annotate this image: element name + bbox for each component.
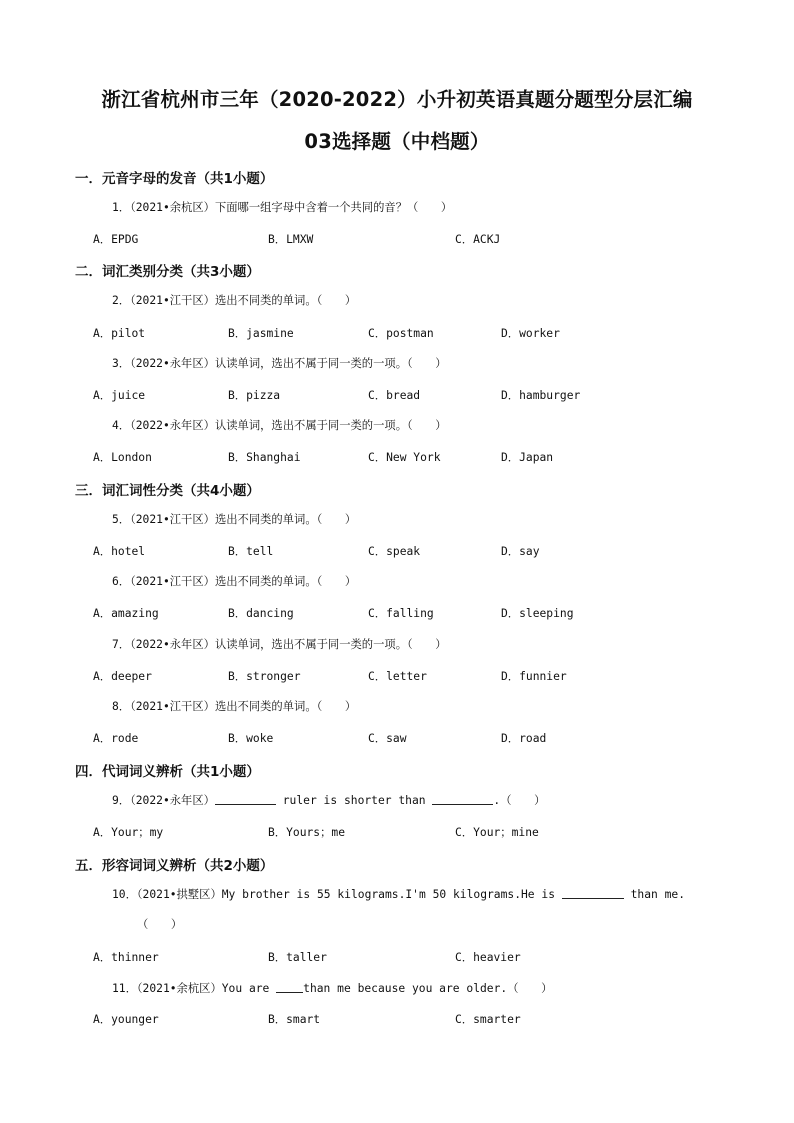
question-9-option-a: A．Your；my bbox=[93, 826, 164, 839]
question-4-option-d: D．Japan bbox=[501, 451, 554, 464]
question-9-stem-prefix: 9．（2022•永年区） bbox=[112, 794, 215, 807]
question-5-option-a: A．hotel bbox=[93, 545, 146, 558]
question-6-option-d: D．sleeping bbox=[501, 607, 574, 620]
document-title-line-1: 浙江省杭州市三年（2020-2022）小升初英语真题分题型分层汇编 bbox=[101, 88, 693, 111]
question-7-option-b: B．stronger bbox=[228, 670, 301, 683]
question-stem-5: 5．（2021•江干区）选出不同类的单词。（ ） bbox=[112, 513, 357, 526]
answer-blank bbox=[215, 794, 276, 805]
question-10-option-c: C．heavier bbox=[455, 951, 521, 964]
question-11-stem-prefix: 11．（2021•余杭区）You are bbox=[112, 982, 277, 995]
question-2-option-b: B．jasmine bbox=[228, 327, 294, 340]
question-stem-10 bbox=[112, 886, 685, 902]
question-stem-6: 6．（2021•江干区）选出不同类的单词。（ ） bbox=[112, 575, 357, 588]
question-stem-3: 3．（2022•永年区）认读单词，选出不属于同一类的一项。（ ） bbox=[112, 357, 447, 370]
document-title-line-2: 03选择题（中档题） bbox=[304, 130, 490, 153]
question-3-option-c: C．bread bbox=[368, 389, 421, 402]
question-3-option-d: D．hamburger bbox=[501, 389, 581, 402]
question-5-option-d: D．say bbox=[501, 545, 540, 558]
question-8-option-a: A．rode bbox=[93, 732, 139, 745]
question-5-option-c: C．speak bbox=[368, 545, 421, 558]
question-4-option-c: C．New York bbox=[368, 451, 441, 464]
question-stem-11 bbox=[112, 980, 552, 996]
question-10-option-b: B．taller bbox=[268, 951, 327, 964]
question-6-option-a: A．amazing bbox=[93, 607, 159, 620]
question-8-option-d: D．road bbox=[501, 732, 547, 745]
question-4-option-b: B．Shanghai bbox=[228, 451, 301, 464]
question-1-option-b: B．LMXW bbox=[268, 233, 314, 246]
question-stem-1: 1．（2021•余杭区）下面哪一组字母中含着一个共同的音？（ ） bbox=[112, 201, 453, 214]
question-stem-8: 8．（2021•江干区）选出不同类的单词。（ ） bbox=[112, 700, 357, 713]
answer-blank bbox=[432, 794, 493, 805]
question-2-option-c: C．postman bbox=[368, 327, 434, 340]
question-4-option-a: A．London bbox=[93, 451, 152, 464]
question-9-option-c: C．Your；mine bbox=[455, 826, 539, 839]
question-3-option-b: B．pizza bbox=[228, 389, 281, 402]
question-8-option-b: B．woke bbox=[228, 732, 274, 745]
question-1-option-c: C．ACKJ bbox=[455, 233, 501, 246]
question-8-option-c: C．saw bbox=[368, 732, 407, 745]
question-10-answer-brackets: （ ） bbox=[137, 918, 183, 931]
question-1-option-a: A．EPDG bbox=[93, 233, 139, 246]
question-2-option-d: D．worker bbox=[501, 327, 560, 340]
question-11-option-a: A．younger bbox=[93, 1013, 159, 1026]
question-5-option-b: B．tell bbox=[228, 545, 274, 558]
question-11-option-c: C．smarter bbox=[455, 1013, 521, 1026]
question-7-option-c: C．letter bbox=[368, 670, 427, 683]
question-9-stem-middle: ruler is shorter than bbox=[275, 794, 433, 807]
question-9-option-b: B．Yours；me bbox=[268, 826, 346, 839]
section-heading-5: 五．形容词词义辨析（共2小题） bbox=[75, 858, 274, 874]
question-11-stem-suffix: than me because you are older.（ ） bbox=[303, 982, 553, 995]
question-9-stem-suffix: .（ ） bbox=[493, 794, 546, 807]
question-2-option-a: A．pilot bbox=[93, 327, 146, 340]
question-7-option-a: A．deeper bbox=[93, 670, 152, 683]
question-10-stem-prefix: 10．（2021•拱墅区）My brother is 55 kilograms.I'm 50 kilograms.He is bbox=[112, 888, 562, 901]
question-10-stem-suffix: than me. bbox=[623, 888, 686, 901]
question-7-option-d: D．funnier bbox=[501, 670, 567, 683]
question-3-option-a: A．juice bbox=[93, 389, 146, 402]
question-stem-4: 4．（2022•永年区）认读单词，选出不属于同一类的一项。（ ） bbox=[112, 419, 447, 432]
question-stem-2: 2．（2021•江干区）选出不同类的单词。（ ） bbox=[112, 294, 357, 307]
answer-blank bbox=[562, 888, 624, 899]
section-heading-1: 一．元音字母的发音（共1小题） bbox=[75, 171, 274, 187]
question-11-option-b: B．smart bbox=[268, 1013, 321, 1026]
section-heading-2: 二．词汇类别分类（共3小题） bbox=[75, 264, 260, 280]
question-stem-7: 7．（2022•永年区）认读单词，选出不属于同一类的一项。（ ） bbox=[112, 638, 447, 651]
question-stem-9 bbox=[112, 792, 545, 808]
section-heading-4: 四．代词词义辨析（共1小题） bbox=[75, 764, 260, 780]
question-6-option-b: B．dancing bbox=[228, 607, 294, 620]
answer-blank bbox=[276, 982, 303, 993]
question-10-option-a: A．thinner bbox=[93, 951, 159, 964]
section-heading-3: 三．词汇词性分类（共4小题） bbox=[75, 483, 260, 499]
question-6-option-c: C．falling bbox=[368, 607, 434, 620]
